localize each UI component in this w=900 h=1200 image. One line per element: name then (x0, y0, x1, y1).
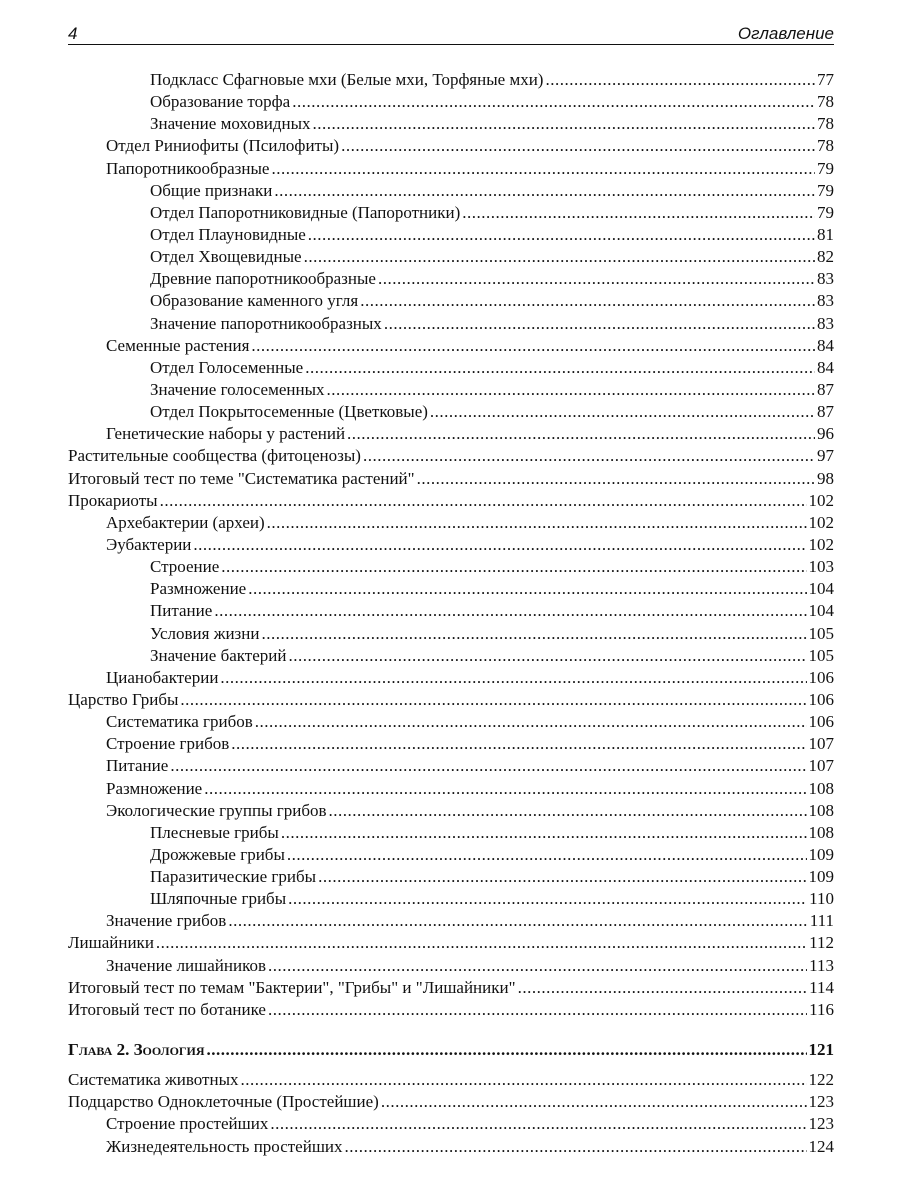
dot-leader (267, 512, 807, 534)
toc-entry-page: 81 (817, 224, 834, 244)
toc-entry[interactable] (68, 645, 834, 667)
toc-entry-page: 105 (808, 623, 834, 643)
toc-entry-title: Образование торфа (150, 92, 291, 112)
toc-entry-page: 104 (808, 579, 834, 599)
dot-leader (180, 689, 806, 711)
toc-entry[interactable] (68, 1136, 834, 1158)
toc-entry-page: 106 (808, 712, 834, 732)
toc-entry-title: Систематика животных (68, 1070, 239, 1090)
page-number: 4 (68, 24, 78, 43)
toc-entry-page: 122 (808, 1070, 834, 1090)
toc-entry-title: Отдел Риниофиты (Псилофиты) (106, 136, 340, 156)
toc-entry[interactable] (68, 932, 834, 954)
dot-leader (308, 224, 815, 246)
toc-entry-page: 121 (808, 1040, 834, 1060)
toc-entry-title: Семенные растения (106, 335, 250, 355)
dot-leader (327, 379, 815, 401)
toc-entry-title: Итоговый тест по теме "Систематика растений" (68, 468, 415, 488)
toc-entry-page: 110 (809, 889, 834, 909)
toc-entry-title: Подцарство Одноклеточные (Простейшие) (68, 1092, 379, 1112)
toc-entry[interactable] (68, 733, 834, 755)
dot-leader (271, 158, 815, 180)
toc-entry[interactable] (68, 357, 834, 379)
toc-entry-page: 109 (808, 867, 834, 887)
toc-entry[interactable] (68, 755, 834, 777)
dot-leader (341, 135, 815, 157)
dot-leader (248, 578, 806, 600)
toc-entry[interactable] (68, 69, 834, 91)
dot-leader (329, 800, 807, 822)
toc-entry[interactable] (68, 910, 834, 932)
toc-entry[interactable] (68, 512, 834, 534)
toc-entry[interactable] (68, 866, 834, 888)
toc-chapter-entry[interactable] (68, 1039, 834, 1061)
dot-leader (363, 445, 815, 467)
toc-entry-title: Отдел Хвощевидные (150, 247, 302, 267)
toc-entry-page: 107 (808, 756, 834, 776)
dot-leader (231, 733, 806, 755)
toc-entry-page: 112 (809, 933, 834, 953)
dot-leader (345, 1136, 807, 1158)
toc-entry[interactable] (68, 268, 834, 290)
toc-entry-page: 109 (808, 844, 834, 864)
toc-entry-page: 83 (817, 291, 834, 311)
toc-entry-title: Царство Грибы (68, 689, 179, 709)
toc-entry-page: 79 (817, 180, 834, 200)
toc-entry-page: 102 (808, 512, 834, 532)
toc-entry-title: Строение (150, 557, 220, 577)
dot-leader (160, 490, 807, 512)
dot-leader (288, 888, 807, 910)
toc-entry[interactable] (68, 158, 834, 180)
toc-entry-page: 108 (808, 778, 834, 798)
dot-leader (318, 866, 806, 888)
toc-entry-page: 102 (808, 534, 834, 554)
toc-entry[interactable] (68, 844, 834, 866)
toc-entry-page: 78 (817, 114, 834, 134)
dot-leader (304, 246, 815, 268)
toc-entry-title: Паразитические грибы (150, 867, 317, 887)
toc-entry-title: Питание (106, 756, 169, 776)
toc-entry[interactable] (68, 401, 834, 423)
toc-entry[interactable] (68, 91, 834, 113)
toc-entry-title: Генетические наборы у растений (106, 424, 346, 444)
toc-entry-page: 87 (817, 402, 834, 422)
toc-entry-title: Плесневые грибы (150, 822, 279, 842)
dot-leader (204, 778, 806, 800)
toc-entry-title: Архебактерии (археи) (106, 512, 265, 532)
toc-entry[interactable] (68, 224, 834, 246)
toc-entry-title: Отдел Плауновидные (150, 224, 306, 244)
toc-entry-title: Эубактерии (106, 534, 192, 554)
toc-entry[interactable] (68, 246, 834, 268)
toc-entry-page: 108 (808, 800, 834, 820)
dot-leader (281, 822, 807, 844)
toc-entry-title: Значение папоротникообразных (150, 313, 382, 333)
dot-leader (268, 999, 807, 1021)
toc-entry-page: 123 (808, 1114, 834, 1134)
dot-leader (193, 534, 806, 556)
dot-leader (214, 600, 806, 622)
toc-entry-page: 84 (817, 357, 834, 377)
toc-entry[interactable] (68, 1069, 834, 1091)
toc-entry-title: Значение бактерий (150, 645, 287, 665)
dot-leader (381, 1091, 807, 1113)
toc-entry-page: 87 (817, 379, 834, 399)
toc-entry[interactable] (68, 999, 834, 1021)
toc-entry-page: 79 (817, 158, 834, 178)
toc-entry-page: 104 (808, 601, 834, 621)
dot-leader (287, 844, 807, 866)
toc-entry[interactable] (68, 135, 834, 157)
toc-entry-title: Строение простейших (106, 1114, 269, 1134)
toc-entry-page: 102 (808, 490, 834, 510)
toc-entry-page: 106 (808, 667, 834, 687)
toc-entry-title: Значение грибов (106, 911, 227, 931)
toc-entry[interactable] (68, 623, 834, 645)
toc-entry-page: 78 (817, 92, 834, 112)
toc-entry-title: Итоговый тест по ботанике (68, 999, 266, 1019)
toc-entry-page: 116 (809, 999, 834, 1019)
dot-leader (518, 977, 808, 999)
toc-entry-title: Значение моховидных (150, 114, 311, 134)
dot-leader (221, 556, 806, 578)
toc-entry-title: Цианобактерии (106, 667, 219, 687)
toc-entry-page: 96 (817, 424, 834, 444)
dot-leader (156, 932, 807, 954)
toc-entry-title: Размножение (150, 579, 247, 599)
toc-entry-page: 79 (817, 202, 834, 222)
toc-entry-title: Значение голосеменных (150, 379, 325, 399)
toc-entry[interactable] (68, 379, 834, 401)
toc-entry[interactable] (68, 468, 834, 490)
toc-entry[interactable] (68, 888, 834, 910)
toc-entry-page: 97 (817, 446, 834, 466)
dot-leader (360, 290, 815, 312)
toc-entry[interactable] (68, 778, 834, 800)
toc-entry[interactable] (68, 423, 834, 445)
dot-leader (251, 335, 815, 357)
toc-entry[interactable] (68, 667, 834, 689)
toc-entry-page: 124 (808, 1136, 834, 1156)
toc-entry[interactable] (68, 313, 834, 335)
dot-leader (430, 401, 815, 423)
toc-entry-title: Экологические группы грибов (106, 800, 327, 820)
running-title: Оглавление (737, 24, 834, 43)
dot-leader (220, 667, 806, 689)
toc-entry-page: 114 (809, 977, 834, 997)
toc-entry-page: 84 (817, 335, 834, 355)
toc-entry[interactable] (68, 202, 834, 224)
toc-entry-title: Отдел Голосеменные (150, 357, 304, 377)
toc-entry[interactable] (68, 977, 834, 999)
toc-entry-title: Лишайники (68, 933, 154, 953)
toc-entry-title: Растительные сообщества (фитоценозы) (68, 446, 361, 466)
dot-leader (261, 623, 806, 645)
dot-leader (417, 468, 815, 490)
toc-entry-page: 105 (808, 645, 834, 665)
toc-entry[interactable] (68, 445, 834, 467)
toc-entry[interactable] (68, 490, 834, 512)
toc-entry-page: 82 (817, 247, 834, 267)
toc-entry-page: 83 (817, 269, 834, 289)
dot-leader (305, 357, 815, 379)
dot-leader (241, 1069, 807, 1091)
toc-entry-title: Отдел Покрытосеменные (Цветковые) (150, 402, 428, 422)
toc-entry[interactable] (68, 600, 834, 622)
toc-entry-page: 77 (817, 70, 834, 89)
dot-leader (378, 268, 815, 290)
toc-entry-page: 107 (808, 734, 834, 754)
toc-entry[interactable] (68, 955, 834, 977)
toc-entry-title: Древние папоротникообразные (150, 269, 376, 289)
dot-leader (268, 955, 807, 977)
toc-entry-title: Отдел Папоротниковидные (Папоротники) (150, 202, 461, 222)
running-header (68, 22, 834, 45)
dot-leader (255, 711, 807, 733)
toc-entry-title: Значение лишайников (106, 955, 266, 975)
toc-entry[interactable] (68, 1113, 834, 1135)
toc-entry[interactable] (68, 180, 834, 202)
toc-entry-page: 98 (817, 468, 834, 488)
dot-leader (228, 910, 807, 932)
toc-entry[interactable] (68, 711, 834, 733)
toc-entry-title: Строение грибов (106, 734, 230, 754)
toc-entry-page: 123 (808, 1092, 834, 1112)
dot-leader (347, 423, 815, 445)
toc-entry-title: Жизнедеятельность простейших (106, 1136, 343, 1156)
toc-entry-page: 108 (808, 822, 834, 842)
toc-entry-title: Дрожжевые грибы (150, 844, 285, 864)
toc-entry[interactable] (68, 335, 834, 357)
toc-entry-title: Итоговый тест по темам "Бактерии", "Грибы" и "Лишайники" (68, 977, 516, 997)
dot-leader (288, 645, 806, 667)
dot-leader (274, 180, 815, 202)
dot-leader (207, 1039, 807, 1061)
toc-entry-page: 113 (809, 955, 834, 975)
dot-leader (545, 69, 815, 91)
toc-entry-title: Подкласс Сфагновые мхи (Белые мхи, Торфяные мхи) (150, 70, 544, 89)
toc-entry-title: Глава 2. Зоология (68, 1040, 205, 1060)
toc-entry-page: 106 (808, 689, 834, 709)
dot-leader (384, 313, 815, 335)
dot-leader (292, 91, 815, 113)
toc-entry[interactable] (68, 800, 834, 822)
toc-entry[interactable] (68, 822, 834, 844)
toc-entry-page: 83 (817, 313, 834, 333)
toc-entry[interactable] (68, 556, 834, 578)
dot-leader (462, 202, 815, 224)
spacer (68, 1021, 834, 1039)
dot-leader (170, 755, 806, 777)
toc-entry-title: Общие признаки (150, 180, 273, 200)
toc-entry-page: 78 (817, 136, 834, 156)
toc-entry-title: Систематика грибов (106, 712, 253, 732)
spacer (68, 1061, 834, 1069)
dot-leader (313, 113, 815, 135)
toc-entry[interactable] (68, 290, 834, 312)
toc-entry[interactable] (68, 1091, 834, 1113)
toc-entry-page: 111 (809, 911, 834, 931)
toc-entry-title: Питание (150, 601, 213, 621)
toc-entry-page: 103 (808, 557, 834, 577)
toc-entry[interactable] (68, 689, 834, 711)
toc-entry[interactable] (68, 534, 834, 556)
table-of-contents (68, 69, 834, 1158)
toc-entry-title: Папоротникообразные (106, 158, 270, 178)
toc-entry[interactable] (68, 578, 834, 600)
toc-entry[interactable] (68, 113, 834, 135)
dot-leader (270, 1113, 806, 1135)
toc-entry-title: Прокариоты (68, 490, 158, 510)
toc-entry-title: Условия жизни (150, 623, 260, 643)
toc-entry-title: Образование каменного угля (150, 291, 359, 311)
toc-entry-title: Шляпочные грибы (150, 889, 287, 909)
toc-entry-title: Размножение (106, 778, 203, 798)
